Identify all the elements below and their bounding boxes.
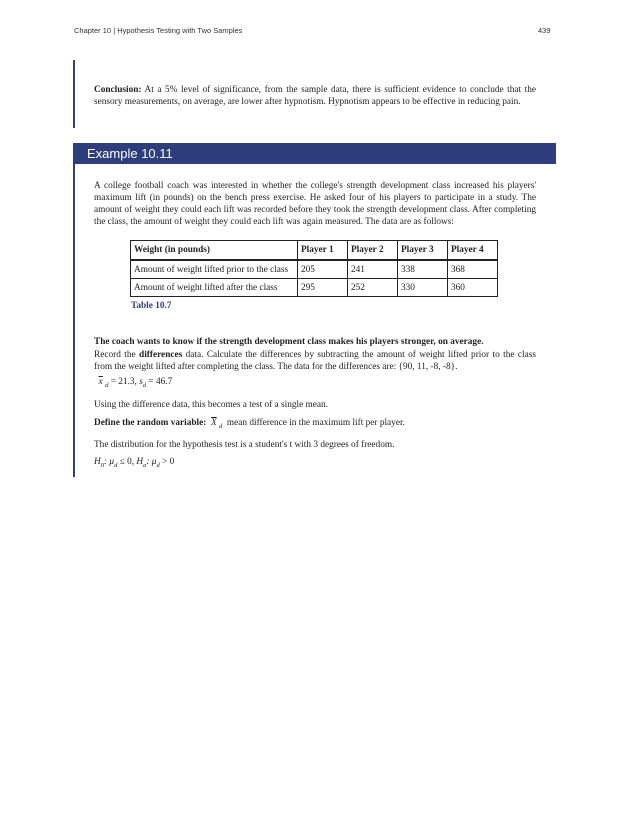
ha-subscript: a <box>143 461 147 469</box>
h0-mu-subscript: d <box>114 461 118 469</box>
table-cell: 368 <box>448 260 498 279</box>
example-sidebar-rule <box>73 145 75 477</box>
table-cell: 338 <box>398 260 448 279</box>
table-cell: 330 <box>398 279 448 297</box>
ha-relation: > 0 <box>159 457 175 467</box>
xbar-subscript: d <box>105 381 109 389</box>
h0-symbol: H <box>94 457 101 467</box>
hypotheses <box>94 457 174 469</box>
differences-post: data. Calculate the differences by subtracting the amount of weight lifted prior to the class from the weight lifted after completing the class. The data for the differences are: {90, 11, -8, -8}. <box>94 350 536 372</box>
table-header-cell: Player 1 <box>298 241 348 261</box>
differences-pre: Record the <box>94 350 140 360</box>
distribution-sentence: The distribution for the hypothesis test is a student's t with 3 degrees of freedom. <box>94 440 395 450</box>
table-header-row <box>131 241 498 261</box>
table-cell: 241 <box>348 260 398 279</box>
single-mean-sentence: Using the difference data, this becomes a test of a single mean. <box>94 400 328 410</box>
question-statement: The coach wants to know if the strength development class makes his players stronger, on average. <box>94 337 484 347</box>
table-header-cell: Weight (in pounds) <box>131 241 298 261</box>
example-banner <box>73 143 556 164</box>
s-subscript: d <box>142 381 147 389</box>
table-cell: 205 <box>298 260 348 279</box>
sd-value: = 46.7 <box>146 377 173 387</box>
random-variable-definition <box>94 418 405 430</box>
table-header-cell: Player 2 <box>348 241 398 261</box>
table-cell: 252 <box>348 279 398 297</box>
xbar-symbol: $\overline{x}$ <box>98 377 103 387</box>
h0-subscript: 0 <box>100 461 104 469</box>
table-header-cell: Player 3 <box>398 241 448 261</box>
ha-mu-subscript: d <box>156 461 160 469</box>
ha-symbol: H <box>136 457 144 467</box>
conclusion-paragraph <box>94 84 536 108</box>
mean-value: = 21.3, <box>108 377 140 387</box>
page-number: 439 <box>538 26 551 35</box>
table-header-cell: Player 4 <box>448 241 498 261</box>
conclusion-label: Conclusion: <box>94 85 142 95</box>
conclusion-sidebar-rule <box>73 60 75 128</box>
random-variable-label: Define the random variable: <box>94 418 207 428</box>
h0-mu: : μ <box>103 457 115 467</box>
table-cell: Amount of weight lifted after the class <box>131 279 298 297</box>
running-header-chapter: Chapter 10 | Hypothesis Testing with Two Samples <box>74 26 243 35</box>
sample-statistics <box>94 377 172 389</box>
differences-paragraph <box>94 349 536 373</box>
random-variable-subscript: d <box>219 422 223 430</box>
table-row <box>131 260 498 279</box>
ha-mu: : μ <box>146 457 157 467</box>
example-title: Example 10.11 <box>87 146 173 161</box>
differences-bold-word: differences <box>139 350 183 360</box>
table-caption: Table 10.7 <box>131 301 172 311</box>
s-symbol: s <box>139 377 143 387</box>
random-variable-symbol: $\overline{X}$ <box>210 418 217 428</box>
table-cell: 295 <box>298 279 348 297</box>
random-variable-text: mean difference in the maximum lift per player. <box>224 418 405 428</box>
conclusion-text: At a 5% level of significance, from the sample data, there is sufficient evidence to conclude that the sensory measurements, on average, are lower after hypnotism. Hypnotism appears to be effective in reducing pain. <box>94 85 536 107</box>
table-row <box>131 279 498 297</box>
h0-relation: ≤ 0, <box>117 457 137 467</box>
table-cell: 360 <box>448 279 498 297</box>
table-cell: Amount of weight lifted prior to the class <box>131 260 298 279</box>
weight-data-table <box>130 240 498 297</box>
example-intro-paragraph: A college football coach was interested in whether the college's strength development class increased his players' maximum lift (in pounds) on the bench press exercise. He asked four of his players to participate in a study. The amount of weight they could each lift was recorded before they took the strength development class. After completing the class, the amount of weight they could each lift was again measured. The data are as follows: <box>94 181 536 227</box>
